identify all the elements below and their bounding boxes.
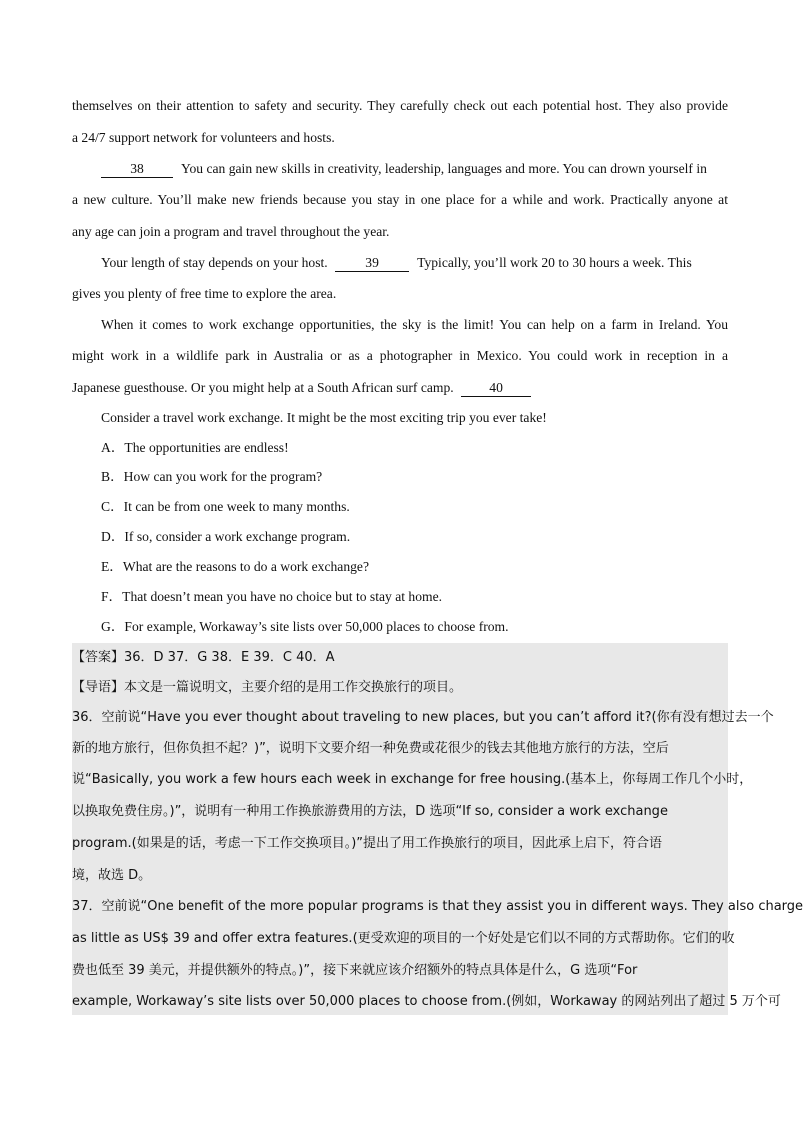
blank-40: 40 xyxy=(461,380,531,397)
option-g: G．For example, Workaway’s site lists over 50,000 places to choose from. xyxy=(101,619,509,634)
explanation-line: 36．空前说“Have you ever thought about traveling to new places, but you can’t afford it?(你有没有想过去一个 xyxy=(72,710,774,725)
passage-line: Consider a travel work exchange. It might be the most exciting trip you ever take! xyxy=(101,410,547,425)
passage-line xyxy=(101,159,728,181)
explanation-line: 37．空前说“One benefit of the more popular programs is that they assist you in different ways. They also charge xyxy=(72,899,803,914)
explanation-line: example, Workaway’s site lists over 50,000 places to choose from.(例如，Workaway 的网站列出了超过 5 万个可 xyxy=(72,994,781,1009)
passage-text: Typically, you’ll work 20 to 30 hours a week. This xyxy=(417,255,692,270)
guide-text: 【导语】本文是一篇说明文，主要介绍的是用工作交换旅行的项目。 xyxy=(72,680,463,695)
option-a: A．The opportunities are endless! xyxy=(101,440,289,455)
explanation-line: 说“Basically, you work a few hours each week in exchange for free housing.(基本上，你每周工作几个小时， xyxy=(72,772,753,787)
passage-line: might work in a wildlife park in Australia or as a photographer in Mexico. You could work in reception in a xyxy=(72,348,728,363)
explanation-line: 新的地方旅行，但你负担不起？)”，说明下文要介绍一种免费或花很少的钱去其他地方旅行的方法，空后 xyxy=(72,741,669,756)
option-f: F．That doesn’t mean you have no choice but to stay at home. xyxy=(101,589,443,604)
passage-line: gives you plenty of free time to explore the area. xyxy=(72,286,337,301)
blank-39: 39 xyxy=(335,255,409,272)
answer-key: 【答案】36．D 37．G 38．E 39．C 40．A xyxy=(72,650,335,665)
explanation-line: 以换取免费住房。)”，说明有一种用工作换旅游费用的方法，D 选项“If so, consider a work exchange xyxy=(72,804,668,819)
passage-line: When it comes to work exchange opportunities, the sky is the limit! You can help on a farm in Ireland. You xyxy=(101,317,728,332)
explanation-line: 境，故选 D。 xyxy=(72,868,152,883)
passage-line: themselves on their attention to safety and security. They carefully check out each potential host. They also provide xyxy=(72,98,728,113)
passage-line: any age can join a program and travel throughout the year. xyxy=(72,224,390,239)
explanation-line: program.(如果是的话，考虑一下工作交换项目。)”提出了用工作换旅行的项目，因此承上启下，符合语 xyxy=(72,836,663,851)
passage-text: You can gain new skills in creativity, leadership, languages and more. You can drown yourself in xyxy=(181,161,707,176)
explanation-line: 费也低至 39 美元，并提供额外的特点。)”，接下来就应该介绍额外的特点具体是什么，G 选项“For xyxy=(72,963,638,978)
passage-text: Your length of stay depends on your host. xyxy=(101,255,328,270)
option-b: B．How can you work for the program? xyxy=(101,469,323,484)
option-c: C．It can be from one week to many months. xyxy=(101,499,350,514)
option-d: D．If so, consider a work exchange program. xyxy=(101,529,351,544)
passage-line: a 24/7 support network for volunteers and hosts. xyxy=(72,130,335,145)
passage-line xyxy=(72,378,728,400)
passage-line: a new culture. You’ll make new friends because you stay in one place for a while and work. Practically anyone at xyxy=(72,192,728,207)
blank-38: 38 xyxy=(101,161,173,178)
passage-text: Japanese guesthouse. Or you might help at a South African surf camp. xyxy=(72,380,454,395)
passage-line xyxy=(101,253,728,275)
explanation-line: as little as US$ 39 and offer extra features.(更受欢迎的项目的一个好处是它们以不同的方式帮助你。它们的收 xyxy=(72,931,735,946)
option-e: E．What are the reasons to do a work exchange? xyxy=(101,559,369,574)
